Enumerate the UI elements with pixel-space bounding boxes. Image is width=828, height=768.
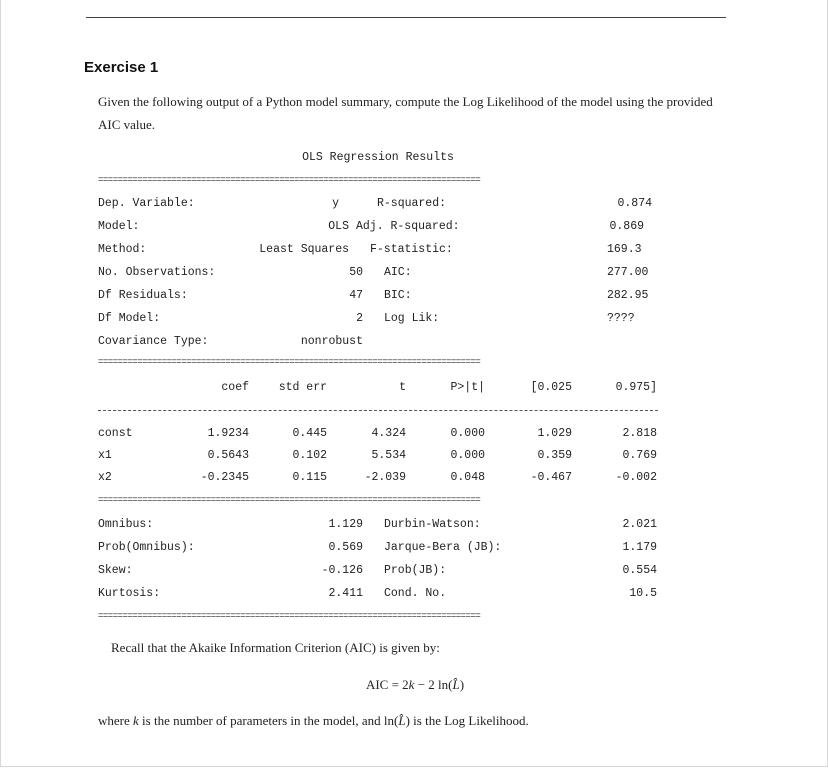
col-header: [0.025 — [530, 381, 572, 394]
stat-label: AIC: — [384, 266, 412, 279]
diag-label: Prob(Omnibus): — [98, 541, 195, 554]
info-value: nonrobust — [300, 335, 363, 348]
stat-label: F-statistic: — [370, 243, 453, 256]
info-label: Covariance Type: — [98, 335, 209, 348]
cell: 0.048 — [450, 471, 485, 484]
cell: 0.5643 — [207, 449, 249, 462]
cell: 0.115 — [292, 471, 327, 484]
recall-text: Recall that the Akaike Information Criterion (AIC) is given by: — [111, 640, 440, 655]
aic-formula — [1, 677, 828, 693]
cell: 0.769 — [622, 449, 657, 462]
diag-value: -0.126 — [321, 564, 363, 577]
stat-value: 0.869 — [609, 220, 644, 233]
stat-value: 169.3 — [607, 243, 642, 256]
row-name: const — [98, 427, 133, 440]
stat-label: Jarque-Bera (JB): — [384, 541, 502, 554]
cell: 0.445 — [292, 427, 327, 440]
stat-value: 0.874 — [617, 197, 652, 210]
where-lhat: L̂ — [398, 713, 406, 728]
stat-value: 0.554 — [622, 564, 657, 577]
diag-value: 2.411 — [328, 587, 363, 600]
cell: -0.467 — [530, 471, 572, 484]
cell: 4.324 — [371, 427, 406, 440]
info-label: Model: — [98, 220, 140, 233]
info-value: Least Squares — [259, 243, 349, 256]
cell: 2.818 — [622, 427, 657, 440]
formula-k: k — [408, 677, 415, 692]
exercise-heading: Exercise 1 — [84, 59, 159, 76]
stat-value: 2.021 — [622, 518, 657, 531]
where-part: is the number of parameters in the model, and ln( — [138, 713, 399, 728]
formula-lhat: L̂ — [452, 677, 460, 692]
cell: -0.002 — [615, 471, 657, 484]
where-k: k — [133, 713, 139, 728]
info-value: 47 — [349, 289, 363, 302]
info-label: Df Model: — [98, 312, 161, 325]
stat-label: BIC: — [384, 289, 412, 302]
cell: 5.534 — [371, 449, 406, 462]
stat-label: Cond. No. — [384, 587, 447, 600]
col-header: coef — [221, 381, 249, 394]
col-header: 0.975] — [615, 381, 657, 394]
cell: 0.359 — [537, 449, 572, 462]
formula-lhs: AIC = 2 — [365, 677, 409, 692]
info-label: Dep. Variable: — [98, 197, 195, 210]
info-value: y — [332, 197, 339, 210]
stat-value: ???? — [607, 312, 635, 325]
col-header: t — [399, 381, 406, 394]
info-value: OLS — [328, 220, 349, 233]
info-value: 2 — [356, 312, 363, 325]
stat-label: R-squared: — [377, 197, 447, 210]
stat-label: Adj. R-squared: — [356, 220, 460, 233]
info-label: No. Observations: — [98, 266, 216, 279]
diag-value: 1.129 — [328, 518, 363, 531]
dashed-divider — [98, 410, 658, 411]
cell: -2.039 — [364, 471, 406, 484]
separator-line: ============================================================================== — [98, 357, 481, 367]
formula-end: ) — [459, 677, 465, 692]
info-label: Method: — [98, 243, 147, 256]
cell: 0.000 — [450, 427, 485, 440]
diag-value: 0.569 — [328, 541, 363, 554]
cell: -0.2345 — [200, 471, 249, 484]
where-part: ) is the Log Likelihood. — [405, 713, 529, 728]
separator-line: ============================================================================== — [98, 611, 481, 621]
col-header: P>|t| — [450, 381, 485, 394]
formula-mid: − 2 ln( — [414, 677, 453, 692]
info-label: Df Residuals: — [98, 289, 188, 302]
row-name: x2 — [98, 471, 112, 484]
stat-value: 282.95 — [607, 289, 649, 302]
intro-paragraph: Given the following output of a Python model summary, compute the Log Likelihood of the model using the provided AIC value. — [98, 94, 713, 132]
col-header: std err — [278, 381, 327, 394]
table-title: OLS Regression Results — [302, 151, 454, 164]
where-text — [98, 713, 529, 729]
cell: 0.000 — [450, 449, 485, 462]
where-part: where — [98, 713, 134, 728]
diag-label: Skew: — [98, 564, 133, 577]
row-name: x1 — [98, 449, 112, 462]
stat-label: Durbin-Watson: — [384, 518, 481, 531]
top-rule — [86, 17, 726, 18]
cell: 0.102 — [292, 449, 327, 462]
info-value: 50 — [349, 266, 363, 279]
cell: 1.029 — [537, 427, 572, 440]
stat-value: 1.179 — [622, 541, 657, 554]
separator-line: ============================================================================== — [98, 175, 481, 185]
stat-label: Prob(JB): — [384, 564, 447, 577]
separator-line: ============================================================================== — [98, 495, 481, 505]
diag-label: Kurtosis: — [98, 587, 161, 600]
stat-value: 10.5 — [629, 587, 657, 600]
stat-value: 277.00 — [607, 266, 649, 279]
cell: 1.9234 — [207, 427, 249, 440]
stat-label: Log Lik: — [384, 312, 440, 325]
diag-label: Omnibus: — [98, 518, 154, 531]
